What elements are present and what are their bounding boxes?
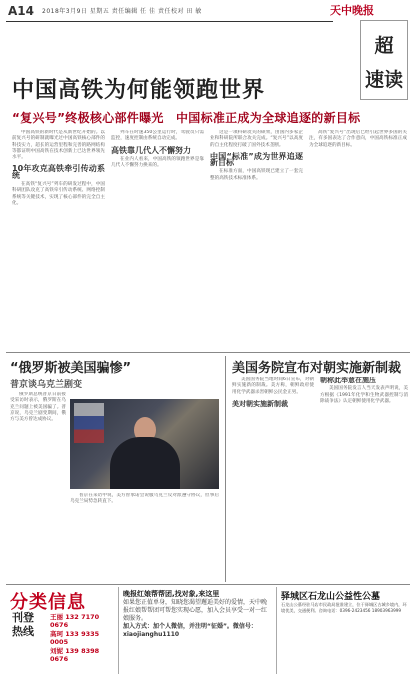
ads-divider <box>6 584 410 585</box>
main-column-1 <box>12 130 105 348</box>
cemetery-ad-body: 石龙山公墓经驻马店市民政局批准建立，位于驿城区古城乡境内，环境优美，交通便利。咨询电话：0396-2423456 18903963999 <box>281 602 407 613</box>
section-heading: 高铁靠几代人不懈努力 <box>111 145 191 155</box>
article-paragraph: 在业内人看来，中国高铁的领跑世界是靠几代人不懈努力换来的。 <box>111 156 204 169</box>
masthead-logo: 天中晚报 <box>330 4 374 17</box>
article-paragraph: 在高铁“复兴号”列车的研发过程中，中国科研团队攻克了高铁牵引传动系统、网络控制系统等关键技术，实现了核心部件的完全自主化。 <box>12 182 105 206</box>
matchmaking-ad-contact: 加入方式：加个人微信，并注明“征婚”。微信号：xiaojianghu1110 <box>123 623 257 638</box>
phone-number: 刘妮 139 8398 0676 <box>50 647 100 663</box>
putin-headline: “俄罗斯被美国骗惨” <box>10 361 132 376</box>
section-label-line1: 超 <box>374 35 394 57</box>
putin-body <box>10 392 66 580</box>
us-column-2 <box>320 377 408 581</box>
header-rule <box>6 21 333 22</box>
section-label-line2: 速读 <box>364 69 403 91</box>
us-headline: 美国务院宣布对朝实施新制裁 <box>232 361 402 376</box>
column-divider <box>225 356 226 582</box>
main-column-2 <box>111 130 204 348</box>
article-paragraph: 俄罗斯总统普京日前接受采访时表示，俄罗斯在乌克兰问题上被美国骗了。普京说，乌克兰剧变期间，俄方与美方曾达成协议。 <box>10 392 66 423</box>
main-headline: 中国高铁为何能领跑世界 <box>12 78 266 103</box>
main-column-3 <box>210 130 303 348</box>
article-paragraph: 这是一项科研攻关的硕果，由国内多家企业和科研院所联合攻关完成。“复兴号”以高度的自主化程度打破了国外技术垄断。 <box>210 130 303 148</box>
article-paragraph: 高铁“复兴号”出现后已经引起世界多国的关注，有多国表达了合作意向，中国高铁标准正成为全球追逐的新目标。 <box>309 130 407 148</box>
flag-graphic <box>74 403 104 443</box>
story-divider <box>6 352 410 353</box>
putin-subheadline: 普京谈乌克兰剧变 <box>10 380 83 390</box>
main-column-4 <box>309 130 407 348</box>
matchmaking-ad-title: 晚报红娘帮帮团,找对象,来这里 <box>123 590 220 598</box>
person-coat <box>110 437 180 489</box>
section-heading: 美对朝实施新制裁 <box>232 399 288 408</box>
putin-photo <box>70 399 219 489</box>
article-paragraph: 普京在采访中说，美方曾承诺会说服乌克兰反对派遵守协议，但事后乌克兰局势急转直下。 <box>70 493 219 505</box>
classified-badge-line2: 热线 <box>12 625 34 638</box>
section-label-box <box>360 20 408 100</box>
phone-number: 高珂 133 9335 0005 <box>50 630 100 646</box>
classified-badge-line1: 刊登 <box>12 611 34 624</box>
phone-number: 王丽 132 7170 0676 <box>50 613 100 629</box>
dateline: 2018年3月9日 星期五 责任编辑 任 佳 责任校对 田 敏 <box>42 8 202 15</box>
putin-caption-body <box>70 493 219 581</box>
classified-badge <box>12 611 48 647</box>
cemetery-ad <box>276 587 411 674</box>
main-subheadline: “复兴号”终极核心部件曝光 中国标准正成为全球追逐的新目标 <box>12 111 361 125</box>
matchmaking-ad <box>118 587 274 674</box>
article-paragraph: 在标准方面，中国高铁现已建立了一套完整的高铁技术标准体系。 <box>210 169 303 181</box>
section-heading: 中国“标准”成为世界追逐新目标 <box>210 151 303 168</box>
classified-phones <box>50 612 116 663</box>
article-paragraph: 美国国务院当地时间6日宣布，对朝鲜实施新的制裁。美方称，朝鲜政府使用化学武器杀害朝鲜公民金正男。 <box>232 377 314 395</box>
classified-title: 分类信息 <box>10 592 86 613</box>
cemetery-ad-title: 驿城区石龙山公益性公墓 <box>281 592 381 602</box>
section-heading: 10年攻克高铁牵引传动系统 <box>12 164 105 180</box>
us-column-1 <box>232 377 314 581</box>
page-number: A14 <box>8 4 34 18</box>
article-paragraph: 中国高铁的新时代是从新世纪开始的。以前复兴号的研制就曝光过中国高铁核心部件的科技实力，超长的运营里程和完善的路网结构等都证明中国高铁在技术创新上已达世界领先水平。 <box>12 130 105 161</box>
article-paragraph: 美国国务院发言人当天发表声明说，美方根据《1991年化学和生物武器控制与消除战争法》认定朝鲜使用化学武器。 <box>320 386 408 404</box>
section-heading: 朝称此举意在施压 <box>320 377 376 384</box>
matchmaking-ad-body: 如果您正值单身，知晓您渴望邂逅美好的爱情，天中晚报红娘帮帮团可帮您实现心愿，加入会员享受一对一红娘服务。 <box>123 599 268 622</box>
article-paragraph: 列车在时速350公里运行时，驾驶员只需监控，速度控制由系统自动完成。 <box>111 130 204 142</box>
